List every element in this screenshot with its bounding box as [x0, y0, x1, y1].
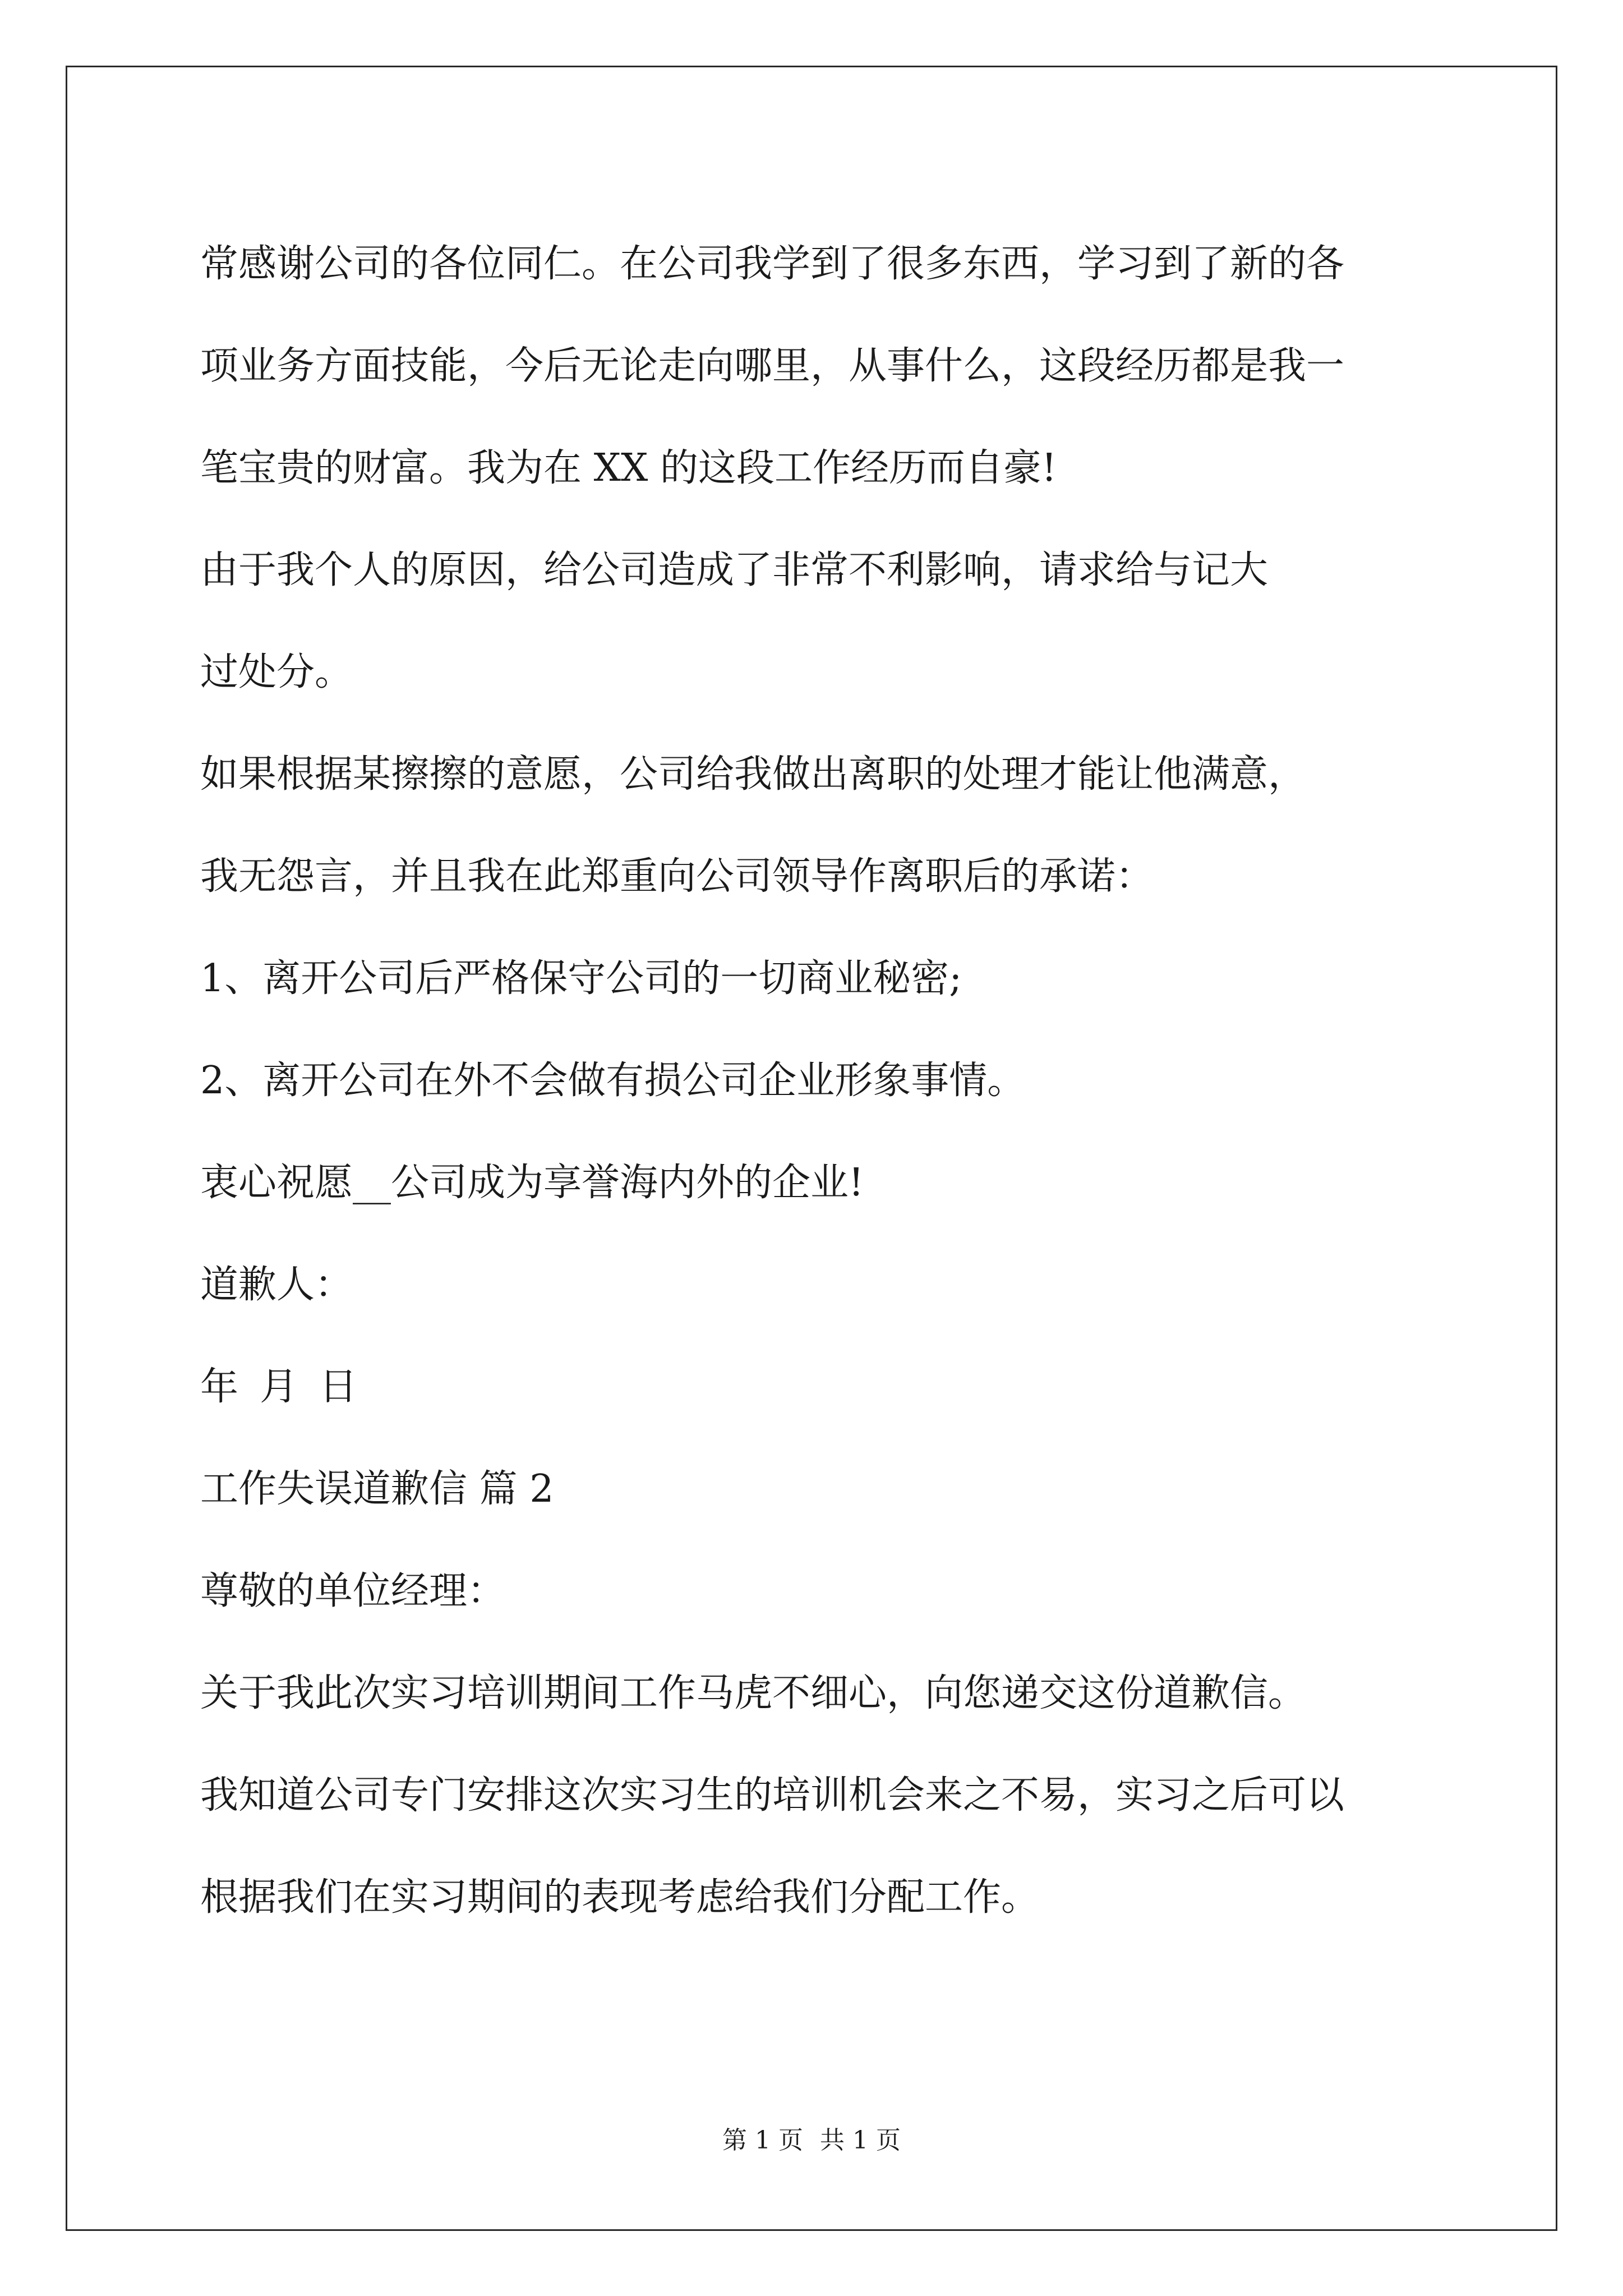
paragraph-line: 我知道公司专门安排这次实习生的培训机会来之不易，实习之后可以: [200, 1773, 1345, 1818]
paragraph-line: 如果根据某擦擦的意愿，公司给我做出离职的处理才能让他满意，: [200, 752, 1307, 797]
page-number-total: 共 1 页: [820, 2126, 901, 2155]
paragraph-line: 笔宝贵的财富。我为在 XX 的这段工作经历而自豪!: [200, 446, 1057, 490]
paragraph-line: 我无怨言，并且我在此郑重向公司领导作离职后的承诺：: [200, 854, 1154, 899]
paragraph-line: 常感谢公司的各位同仁。在公司我学到了很多东西，学习到了新的各: [200, 242, 1345, 286]
closing-wish: 衷心祝愿__公司成为享誉海内外的企业!: [200, 1161, 864, 1205]
list-item: 1、离开公司后严格保守公司的一切商业秘密;: [200, 956, 962, 1001]
date-month-label: 月: [260, 1365, 298, 1409]
page-footer: [0, 2124, 1623, 2157]
date-year-label: 年: [200, 1365, 239, 1409]
signature-label: 道歉人：: [200, 1263, 353, 1307]
list-item: 2、离开公司在外不会做有损公司企业形象事情。: [200, 1059, 1026, 1103]
date-day-label: 日: [319, 1365, 358, 1409]
document-body: [200, 213, 1434, 1949]
paragraph-line: 关于我此次实习培训期间工作马虎不细心，向您递交这份道歉信。: [200, 1671, 1307, 1715]
page-number-current: 第 1 页: [722, 2126, 803, 2155]
paragraph-line: 过处分。: [200, 650, 353, 694]
date-line: [200, 1336, 1434, 1438]
paragraph-line: 项业务方面技能，今后无论走向哪里，从事什么，这段经历都是我一: [200, 344, 1345, 388]
salutation: 尊敬的单位经理：: [200, 1569, 506, 1613]
section-title: 工作失误道歉信 篇 2: [200, 1467, 554, 1511]
paragraph-line: 由于我个人的原因，给公司造成了非常不利影响，请求给与记大: [200, 548, 1269, 592]
paragraph-line: 根据我们在实习期间的表现考虑给我们分配工作。: [200, 1875, 1040, 1920]
